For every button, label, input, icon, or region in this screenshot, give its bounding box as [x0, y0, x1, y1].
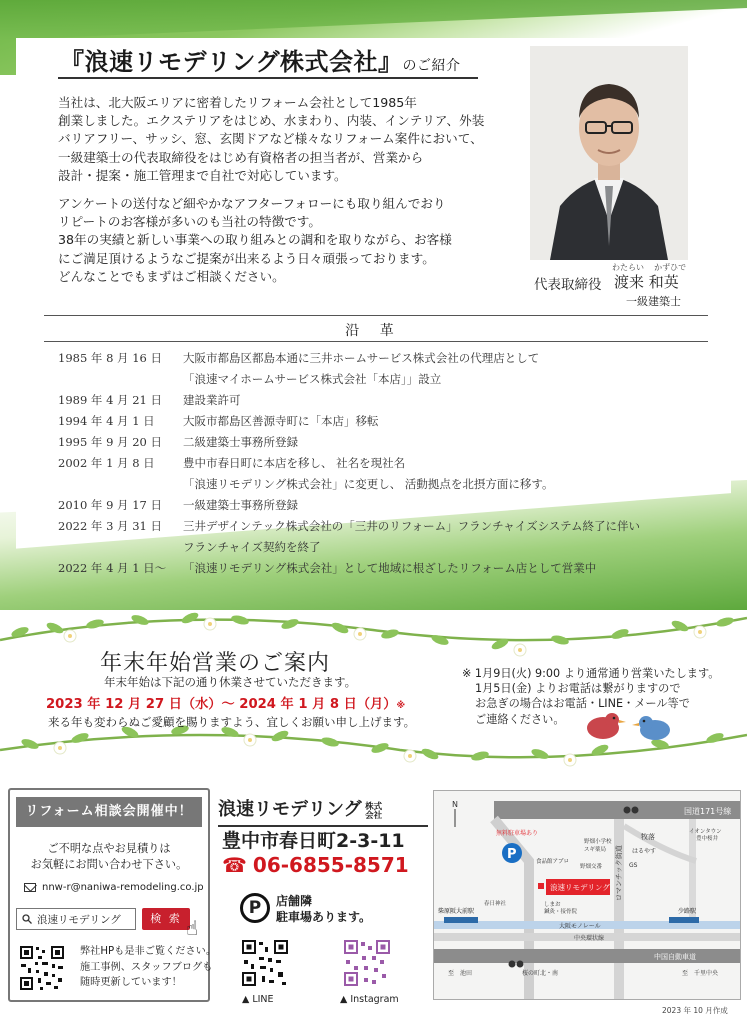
newyear-greeting: 来る年も変わらぬご愛顧を賜りますよう、宜しくお願い申し上げます。 — [48, 715, 416, 729]
map-kasuga: 春日神社 — [484, 901, 507, 907]
line-qr-code[interactable] — [240, 938, 290, 988]
history-heading: 沿 革 — [345, 323, 402, 339]
ceo-qualification: 一級建築士 — [626, 295, 681, 308]
search-button[interactable]: 検 索 — [142, 908, 190, 930]
consult-badge: リフォーム相談会開催中！ — [16, 797, 202, 827]
history-row: 「浪速リモデリング株式会社」に変更し、 活動拠点を北摂方面に移す。 — [183, 476, 554, 491]
map-station-handai: 柴原阪大前駅 — [438, 908, 475, 915]
access-map — [433, 790, 741, 1000]
parking-text: 店舗隣 駐車場あります。 — [276, 894, 372, 924]
map-monorail: 大阪モノレール — [559, 923, 601, 930]
parking-icon: P — [240, 893, 270, 923]
search-input[interactable] — [16, 908, 136, 930]
svg-text:N: N — [452, 800, 458, 809]
map-ion: イオンタウン — [689, 829, 722, 835]
map-makishita: 牧落 — [641, 833, 655, 841]
map-hare: はるやす — [632, 848, 657, 855]
site-note: 弊社HPも是非ご覧ください。 施工事例、スタッフブログも 随時更新しています！ — [80, 946, 217, 988]
map-ion2: 豊中桜井 — [696, 836, 719, 842]
history-rule-top — [44, 315, 708, 316]
history-list — [58, 347, 738, 578]
intro-para-2: アンケートの送付など細やかなアフターフォローにも取り組んでおり リピートのお客様が多いのも当社の特徴です。 38年の実績と新しい事業への取り組みとの調和を取りながら、お客様 にご満足頂けるようなご提案が出来るよう日々頑張っております。 どんなことでもまずはご相談ください。 — [58, 196, 452, 284]
map-shimao: しまお — [544, 902, 561, 908]
ceo-name: 渡来 和英 — [614, 273, 679, 291]
newyear-note: ※ 1月9日(火) 9:00 より通常通り営業いたします。 1月5日(金) よりお電話は繋がりますので お急ぎの場合はお電話・LINE・メール等で ご連絡ください。 — [462, 667, 720, 726]
ceo-photo — [530, 46, 688, 260]
newyear-subtitle: 年末年始は下記の通り休業させていただきます。 — [104, 675, 357, 689]
history-row: 2022 年 3 月 31 日 三井デザインテック株式会社の「三井のリフォーム」フランチャイズシステム終了に伴い — [58, 518, 641, 533]
history-row: 1994 年 4 月 1 日 大阪市都島区善源寺町に「本店」移転 — [58, 413, 379, 428]
consult-text: ご不明な点やお見積りは お気軽にお問い合わせ下さい。 — [30, 842, 188, 871]
map-romantic: ロマンチック街道 — [615, 845, 623, 901]
newyear-dates: 2023 年 12 月 27 日（水）～ 2024 年 1 月 8 日（月）※ — [46, 697, 406, 712]
map-route171: 国道171号線 — [684, 807, 732, 816]
history-row: 2010 年 9 月 17 日 一級建築士事務所登録 — [58, 497, 298, 512]
map-chugoku: 中国自動車道 — [654, 953, 696, 961]
search-value: 浪速リモデリング — [37, 913, 121, 926]
title-underline — [58, 77, 478, 79]
phone-icon: ☎ — [222, 853, 247, 877]
ceo-title: 代表取締役 — [534, 277, 602, 293]
search-icon — [22, 914, 32, 924]
pointer-hand-icon: ☝ — [186, 916, 199, 940]
map-chuo: 中央環状線 — [574, 935, 605, 942]
map-sugi: スギ薬局 — [584, 847, 607, 853]
map-gs: GS — [629, 862, 638, 869]
title-main: 『浪速リモデリング株式会社』 — [60, 48, 403, 76]
company-address: 豊中市春日町2-3-11 — [222, 830, 405, 852]
line-qr-label: ▲ LINE — [242, 994, 274, 1005]
history-row: 2002 年 1 月 8 日 豊中市春日町に本店を移し、 社名を現社名 — [58, 455, 406, 470]
map-food: 食品館アプロ — [536, 859, 570, 865]
intro-text — [58, 94, 528, 296]
page-title — [60, 42, 461, 77]
map-shop-label: 浪速リモデリング — [550, 883, 610, 892]
history-row: 「浪速マイホームサービス株式会社「本店」」設立 — [183, 371, 442, 386]
email-row[interactable] — [24, 882, 204, 893]
title-suffix: のご紹介 — [402, 58, 461, 74]
map-ikeda: 至 池田 — [448, 970, 473, 977]
history-row: 1995 年 9 月 20 日 二級建築士事務所登録 — [58, 434, 298, 449]
website-qr-code[interactable] — [18, 944, 66, 992]
created-date: 2023 年 10 月作成 — [662, 1006, 728, 1015]
map-station-shoji: 少路駅 — [678, 908, 697, 915]
map-free-parking: 無料駐車場あり — [496, 830, 539, 837]
map-nobata: 野畑交番 — [580, 864, 603, 870]
history-row: 2022 年 4 月 1 日～ 「浪速リモデリング株式会社」として地域に根ざしたリフォーム店として営業中 — [58, 560, 597, 575]
map-school: 野畑小学校 — [584, 839, 612, 845]
history-rule-bottom — [44, 341, 708, 342]
intro-para-1: 当社は、北大阪エリアに密着したリフォーム会社として1985年 創業しました。エクステリアをはじめ、水まわり、内装、インテリア、外装 バリアフリー、サッシ、窓、玄関ドアなど様々なリフォーム案件において、 一級建築士の代表取締役をはじめ有資格者の担当者が、営業から 設計・提案・施工管理まで自社で対応しています。 — [58, 95, 485, 183]
history-row: 1985 年 8 月 16 日 大阪市都島区都島本通に三井ホームサービス株式会社の代理店として — [58, 350, 540, 365]
instagram-qr-code[interactable] — [342, 938, 392, 988]
map-sakura: 桜の町北・南 — [522, 970, 559, 977]
company-phone[interactable]: ☎ 06-6855-8571 — [222, 853, 409, 877]
company-name: 浪速リモデリング 株式 会社 — [218, 795, 428, 827]
ceo-name-ruby: わたらい かずひで — [612, 263, 687, 272]
instagram-qr-label: ▲ Instagram — [340, 994, 399, 1005]
svg-text:P: P — [507, 847, 517, 862]
mail-icon — [24, 883, 36, 892]
history-row: フランチャイズ契約を終了 — [183, 539, 321, 554]
history-row: 1989 年 4 月 21 日 建設業許可 — [58, 392, 241, 407]
map-senri: 至 千里中央 — [682, 970, 719, 977]
newyear-title: 年末年始営業のご案内 — [100, 651, 331, 676]
email-address[interactable]: nnw-r@naniwa-remodeling.co.jp — [42, 882, 204, 893]
map-shimao2: 鍼灸・接骨院 — [544, 909, 578, 915]
